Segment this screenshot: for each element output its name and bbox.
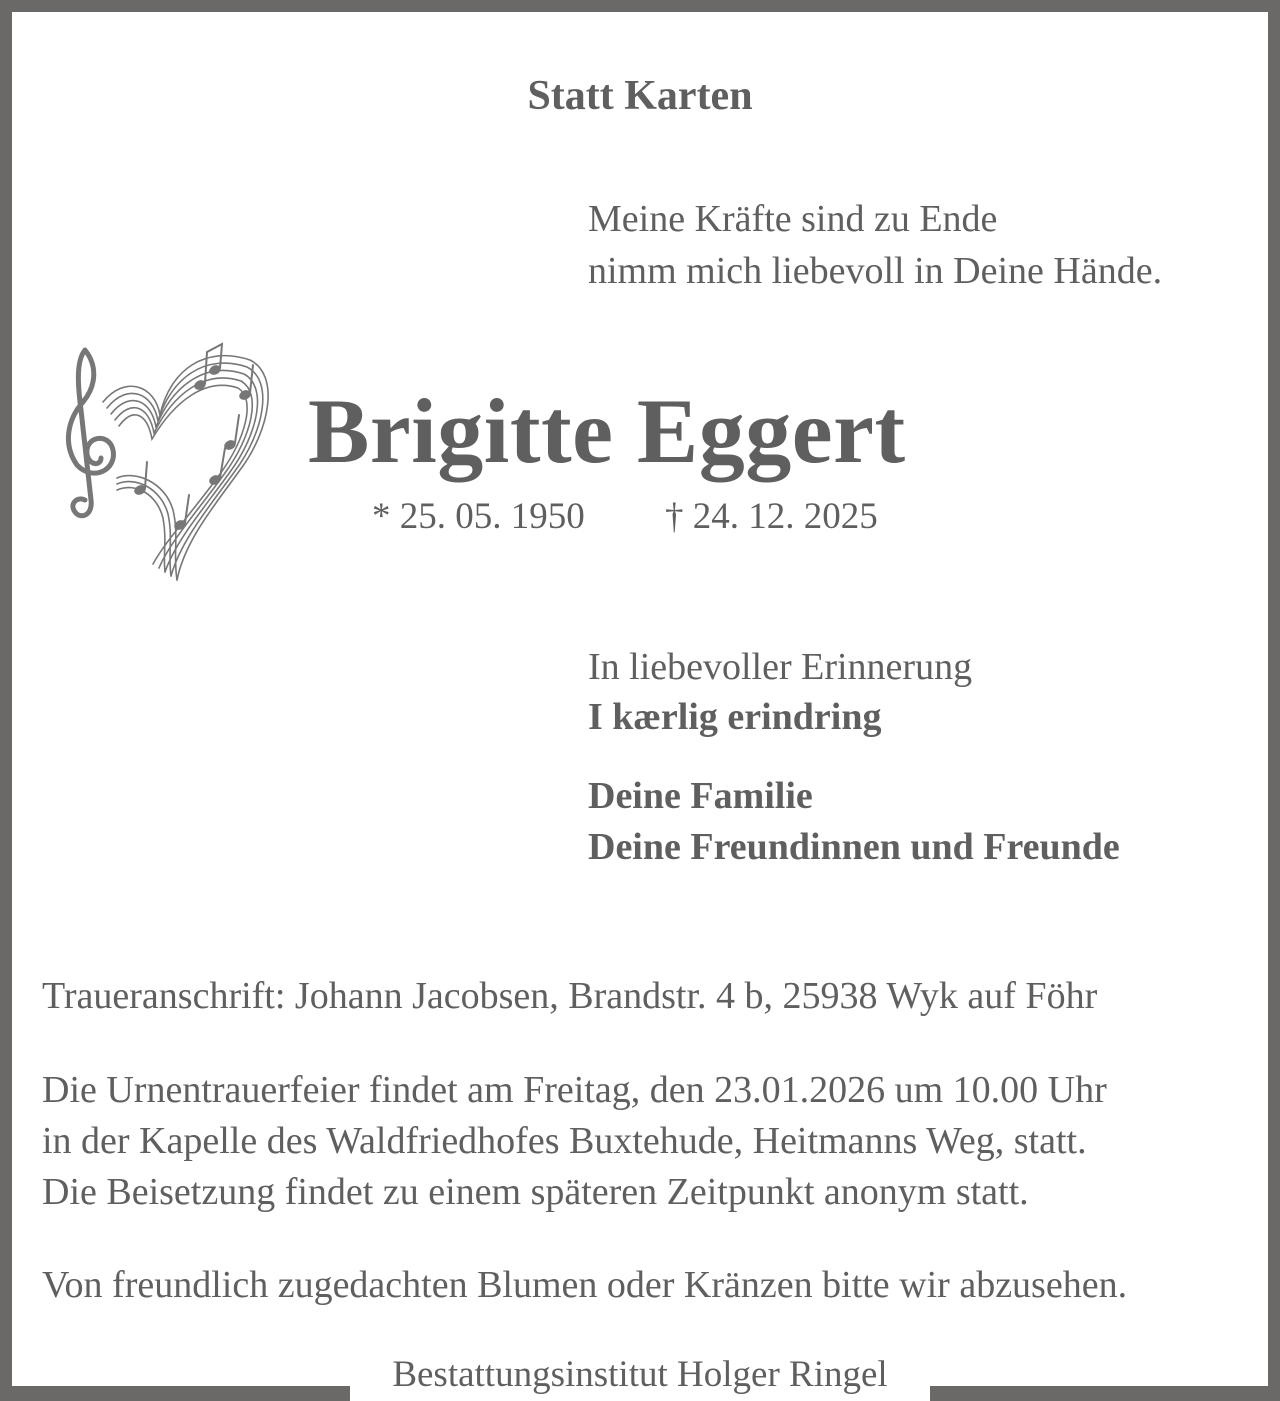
ceremony-line-2: in der Kapelle des Waldfriedhofes Buxtehude, Heitmanns Weg, statt. — [42, 1120, 1087, 1162]
family-line-1: Deine Familie — [588, 775, 813, 817]
memory-line-german: In liebevoller Erinnerung — [588, 646, 973, 688]
undertaker-name: Bestattungsinstitut Holger Ringel — [392, 1354, 888, 1395]
flowers-note: Von freundlich zugedachten Blumen oder Kränzen bitte wir abzusehen. — [42, 1264, 1128, 1306]
frame-right-border — [1268, 0, 1280, 1401]
mourning-address: Traueranschrift: Johann Jacobsen, Brandstr. 4 b, 25938 Wyk auf Föhr — [42, 975, 1098, 1017]
quote-line-2: nimm mich liebevoll in Deine Hände. — [588, 250, 1163, 292]
frame-bottom-right-border — [930, 1386, 1280, 1401]
ceremony-line-3: Die Beisetzung findet zu einem späteren Zeitpunkt anonym statt. — [42, 1171, 1029, 1213]
quote-line-1: Meine Kräfte sind zu Ende — [588, 198, 998, 240]
music-heart-icon — [55, 340, 285, 585]
ceremony-line-1: Die Urnentrauerfeier findet am Freitag, den 23.01.2026 um 10.00 Uhr — [42, 1069, 1107, 1111]
frame-top-border — [0, 0, 1280, 12]
death-date: † 24. 12. 2025 — [665, 496, 878, 537]
family-line-2: Deine Freundinnen und Freunde — [588, 826, 1120, 868]
header-title: Statt Karten — [527, 73, 753, 119]
frame-left-border — [0, 0, 12, 1401]
deceased-name: Brigitte Eggert — [308, 380, 906, 482]
memory-line-danish: I kærlig erindring — [588, 696, 882, 738]
frame-bottom-left-border — [0, 1386, 350, 1401]
birth-date: * 25. 05. 1950 — [372, 496, 585, 537]
